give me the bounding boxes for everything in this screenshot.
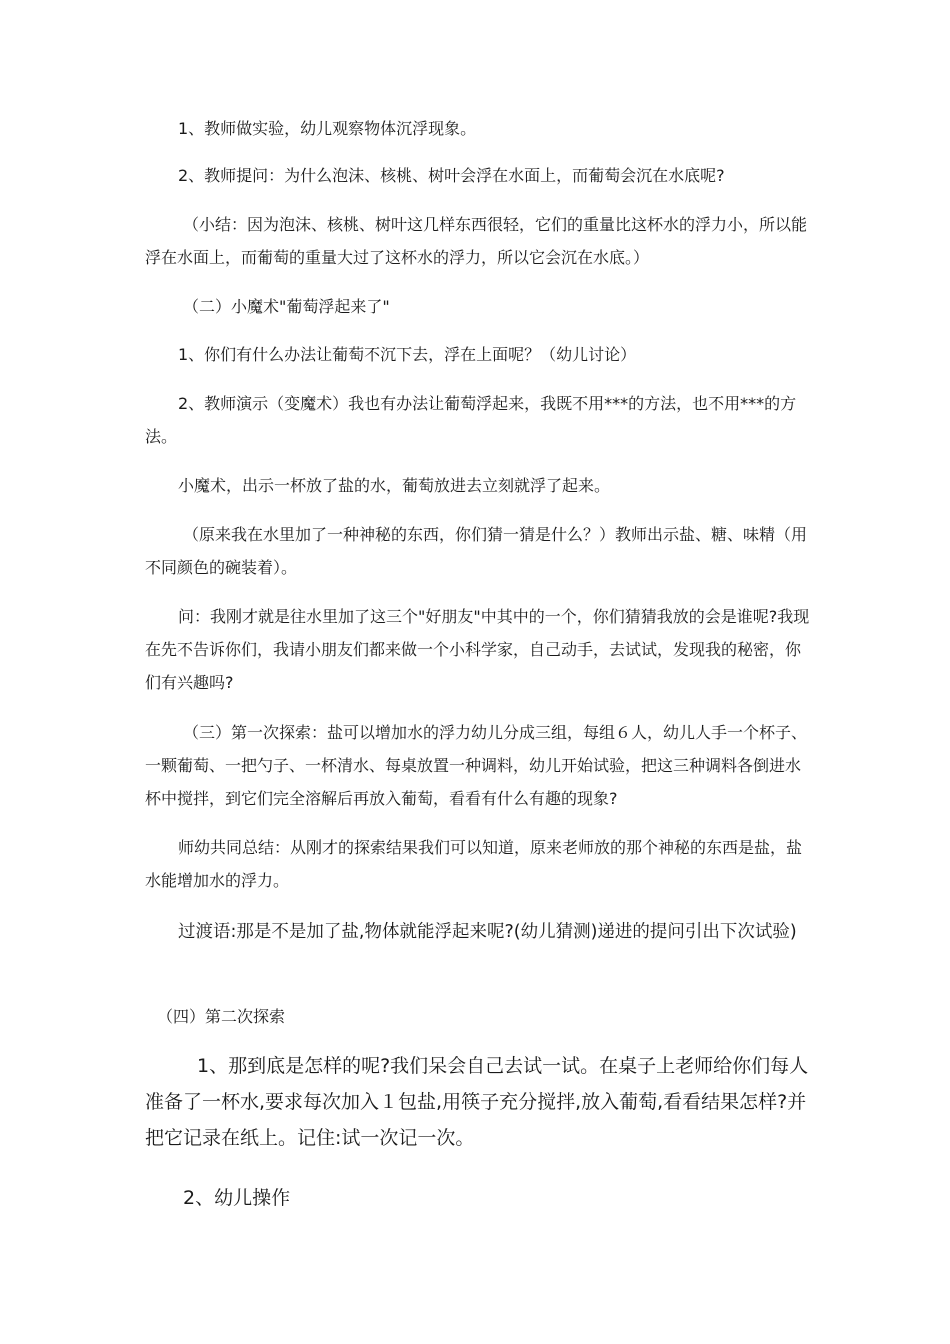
paragraph-conclusion: 师幼共同总结：从刚才的探索结果我们可以知道，原来老师放的那个神秘的东西是盐，盐水能增加水的浮力。 [145,838,803,890]
section-heading-second-exploration: （四）第二次探索 [157,1007,286,1026]
section-heading-first-exploration: （三）第一次探索：盐可以增加水的浮力幼儿分成三组，每组６人，幼儿人手一个杯子、一颗葡萄、一把勺子、一杯清水、每桌放置一种调料，幼儿开始试验，把这三种调料各倒进水杯中搅拌，到它们完全溶解后再放入葡萄，看看有什么有趣的现象? [145,723,808,808]
paragraph-magic-show: 小魔术，出示一杯放了盐的水，葡萄放进去立刻就浮了起来。 [178,476,611,495]
paragraph-step1-experiment: 1、教师做实验，幼儿观察物体沉浮现象。 [178,119,477,138]
paragraph-magic-step2: 2、教师演示（变魔术）我也有办法让葡萄浮起来，我既不用***的方法，也不用***的方法。 [145,394,797,446]
paragraph-step2-question: 2、教师提问：为什么泡沫、核桃、树叶会浮在水面上，而葡萄会沉在水底呢? [178,166,725,185]
paragraph-summary: （小结：因为泡沫、核桃、树叶这几样东西很轻，它们的重量比这杯水的浮力小，所以能浮在水面上，而葡萄的重量大过了这杯水的浮力，所以它会沉在水底。） [145,215,808,267]
section-heading-magic: （二）小魔术"葡萄浮起来了" [183,297,390,316]
paragraph-magic-step1: 1、你们有什么办法让葡萄不沉下去，浮在上面呢？（幼儿讨论） [178,345,637,364]
paragraph-second-step2: 2、幼儿操作 [183,1187,291,1209]
paragraph-question: 问：我刚才就是往水里加了这三个"好朋友"中其中的一个，你们猜猜我放的会是谁呢?我现在先不告诉你们，我请小朋友们都来做一个小科学家，自己动手，去试试，发现我的秘密，你们有兴趣吗? [145,607,810,692]
paragraph-transition: 过渡语:那是不是加了盐,物体就能浮起来呢?(幼儿猜测)递进的提问引出下次试验) [178,922,797,942]
paragraph-second-step1: 1、那到底是怎样的呢?我们呆会自己去试一试。在桌子上老师给你们每人准备了一杯水,要求每次加入１包盐,用筷子充分搅拌,放入葡萄,看看结果怎样?并把它记录在纸上。记住:试一次记一次。 [145,1055,809,1149]
paragraph-mystery: （原来我在水里加了一种神秘的东西，你们猜一猜是什么？）教师出示盐、糖、味精（用不同颜色的碗装着）。 [145,525,808,577]
